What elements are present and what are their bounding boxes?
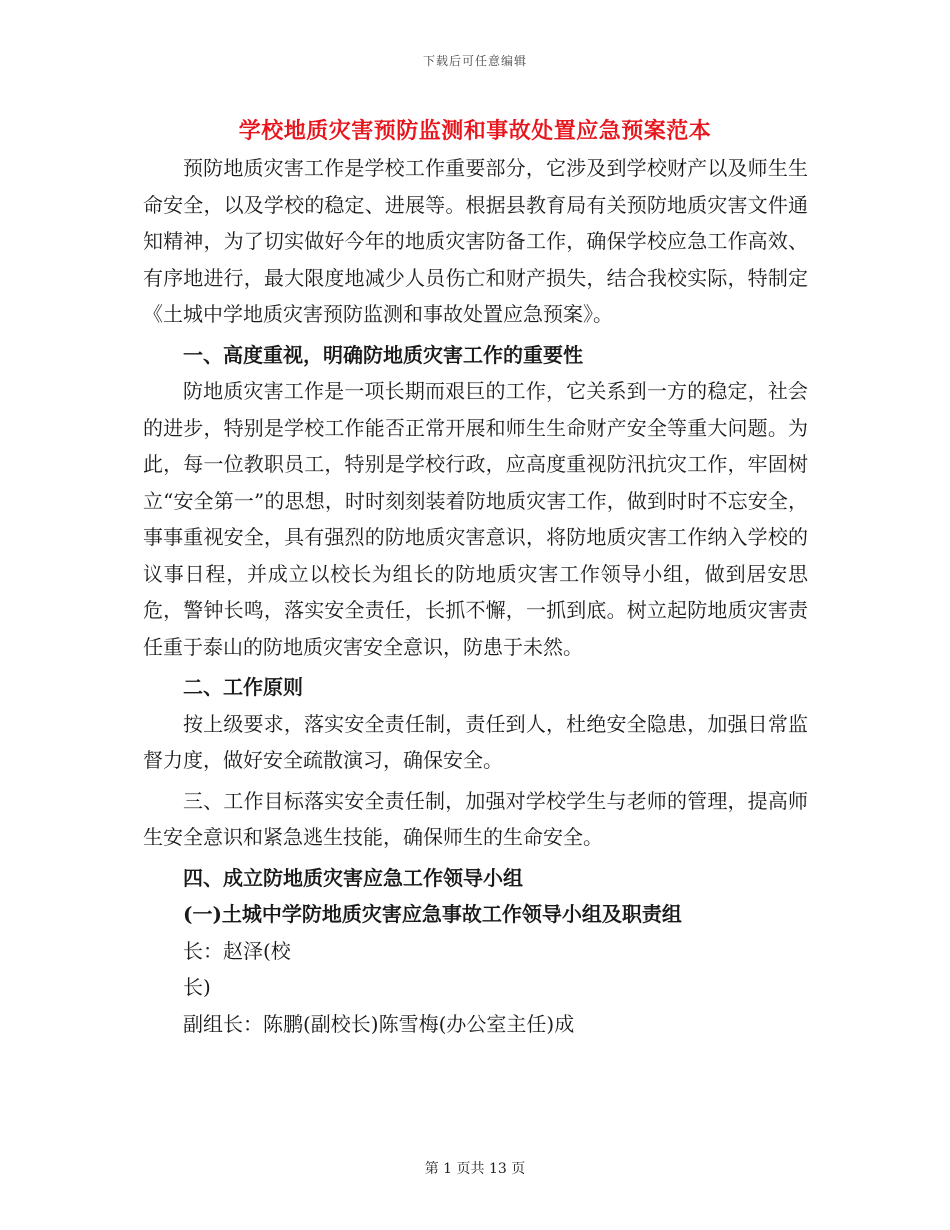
paragraph-intro: 预防地质灾害工作是学校工作重要部分，它涉及到学校财产以及师生生命安全，以及学校的稳定、进展等。根据县教育局有关预防地质灾害文件通知精神，为了切实做好今年的地质灾害防备工作，确保学校应急工作高效、有序地进行，最大限度地减少人员伤亡和财产损失，结合我校实际，特制定《土城中学地质灾害预防监测和事故处置应急预案》。: [143, 156, 808, 326]
document-title: 学校地质灾害预防监测和事故处置应急预案范本: [238, 118, 712, 144]
subsection-heading-4-1: (一)土城中学防地质灾害应急事故工作领导小组及职责组: [183, 902, 682, 926]
section-heading-2: 二、工作原则: [183, 675, 303, 699]
page-number: 第 1 页共 13 页: [424, 1161, 526, 1177]
leader-line-1: 长：赵泽(校: [183, 938, 291, 963]
section-heading-1: 一、高度重视，明确防地质灾害工作的重要性: [183, 342, 583, 367]
leader-line-2: 长): [183, 975, 211, 999]
paragraph-section-1: 防地质灾害工作是一项长期而艰巨的工作，它关系到一方的稳定，社会的进步，特别是学校工作能否正常开展和师生生命财产安全等重大问题。为此，每一位教职员工，特别是学校行政，应高度重视防汛抗灾工作，牢固树立“安全第一”的思想，时时刻刻装着防地质灾害工作，做到时时不忘安全，事事重视安全，具有强烈的防地质灾害意识，将防地质灾害工作纳入学校的议事日程，并成立以校长为组长的防地质灾害工作领导小组，做到居安思危，警钟长鸣，落实安全责任，长抓不懈，一抓到底。树立起防地质灾害责任重于泰山的防地质灾害安全意识，防患于未然。: [143, 379, 808, 659]
header-note: 下载后可任意编辑: [422, 54, 527, 68]
section-heading-4: 四、成立防地质灾害应急工作领导小组: [183, 865, 523, 890]
document-body: [143, 150, 808, 1042]
deputy-leader-line: 副组长：陈鹏(副校长)陈雪梅(办公室主任)成: [183, 1011, 575, 1036]
paragraph-section-2: 按上级要求，落实安全责任制，责任到人，杜绝安全隐患，加强日常监督力度，做好安全疏散演习，确保安全。: [143, 711, 808, 772]
paragraph-section-3: 三、工作目标落实安全责任制，加强对学校学生与老师的管理，提高师生安全意识和紧急逃生技能，确保师生的生命安全。: [143, 788, 808, 849]
